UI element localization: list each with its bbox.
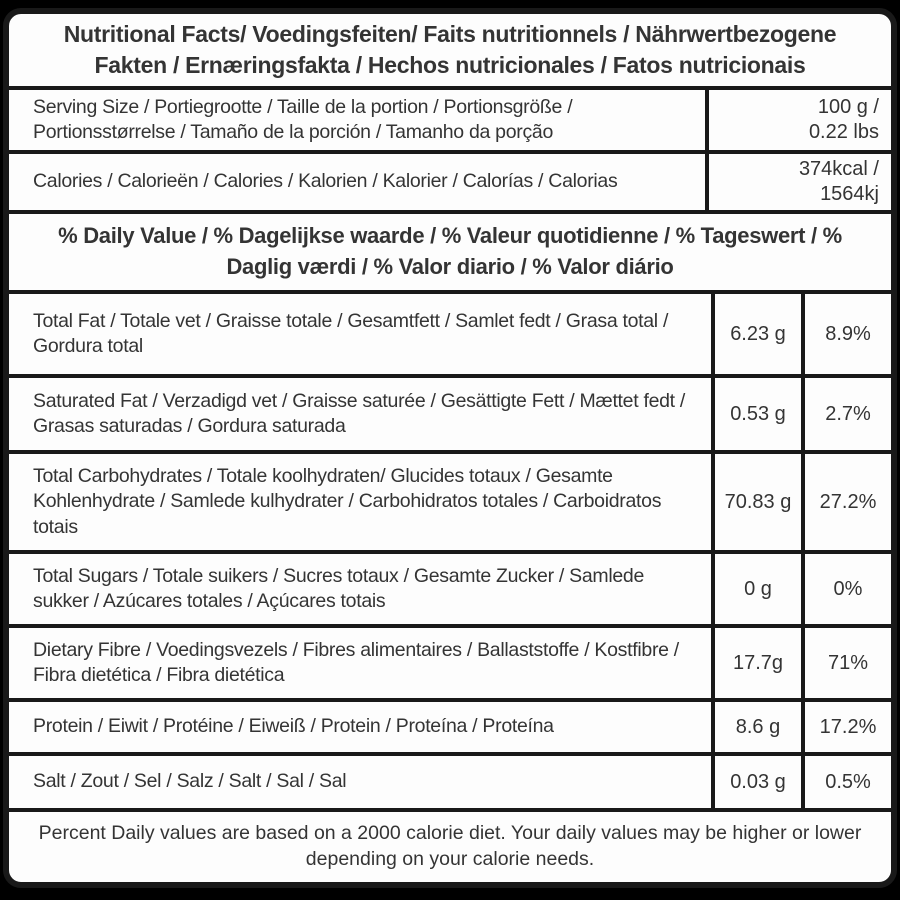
row-saturated-fat [9,374,891,450]
nutrient-label: Total Sugars / Totale suikers / Sucres totaux / Gesamte Zucker / Samlede sukker / Azúcares totales / Açúcares totais [33,564,644,612]
label-title: Nutritional Facts/ Voedingsfeiten/ Faits nutritionnels / Nährwertbezogene Fakten / Ernæringsfakta / Hechos nutricionales / Fatos nutricionais [63,20,837,78]
serving-size-value [705,90,891,150]
footer-disclaimer: Percent Daily values are based on a 2000 calorie diet. Your daily values may be higher or lower depending on your calorie needs. [38,822,862,871]
nutrient-daily-value: 0.5% [801,756,891,808]
nutrient-label: Dietary Fibre / Voedingsvezels / Fibres alimentaires / Ballaststoffe / Kostfibre / Fibra dietética / Fibra dietética [33,638,679,686]
nutrient-amount: 0.03 g [711,756,801,808]
serving-size-row [9,86,891,150]
nutrient-daily-value: 2.7% [801,378,891,450]
nutrient-amount: 17.7g [711,628,801,698]
calories-value [705,154,891,210]
row-protein [9,698,891,752]
nutrient-label: Protein / Eiwit / Protéine / Eiweiß / Protein / Proteína / Proteína [33,715,554,738]
daily-value-header-row [9,210,891,290]
serving-size-value-line1: 100 g / [817,96,879,118]
label-title-row [9,14,891,86]
nutrient-label: Salt / Zout / Sel / Salz / Salt / Sal / Sal [33,770,347,793]
nutrition-label [3,8,897,888]
nutrient-daily-value: 17.2% [801,702,891,752]
nutrient-label: Saturated Fat / Verzadigd vet / Graisse saturée / Gesättigte Fett / Mættet fedt / Grasas saturadas / Gordura saturada [33,389,686,437]
serving-size-label: Serving Size / Portiegrootte / Taille de la portion / Portionsgröße / Portionsstørrelse / Tamaño de la porción / Tamanho da porção [33,95,573,143]
nutrient-daily-value: 0% [801,554,891,624]
nutrient-daily-value: 27.2% [801,454,891,550]
nutrient-daily-value: 8.9% [801,294,891,374]
daily-value-header: % Daily Value / % Dagelijkse waarde / % Valeur quotidienne / % Tageswert / % Daglig værdi / % Valor diario / % Valor diário [58,223,842,279]
footer-disclaimer-row [9,808,891,878]
nutrient-label: Total Fat / Totale vet / Graisse totale / Gesamtfett / Samlet fedt / Grasa total / Gordura total [33,309,669,357]
nutrient-amount: 0 g [711,554,801,624]
calories-row [9,150,891,210]
row-total-carbohydrates [9,450,891,550]
row-total-fat [9,290,891,374]
nutrient-label: Total Carbohydrates / Totale koolhydraten/ Glucides totaux / Gesamte Kohlenhydrate / Samlede kulhydrater / Carbohidratos totales / Carboidratos totais [33,464,662,538]
nutrient-amount: 0.53 g [711,378,801,450]
row-total-sugars [9,550,891,624]
calories-value-line1: 374kcal / [798,158,879,180]
calories-value-line2: 1564kj [820,183,879,205]
row-dietary-fibre [9,624,891,698]
calories-label: Calories / Calorieën / Calories / Kalorien / Kalorier / Calorías / Calorias [33,170,618,193]
serving-size-value-line2: 0.22 lbs [808,121,879,143]
nutrient-amount: 8.6 g [711,702,801,752]
nutrient-daily-value: 71% [801,628,891,698]
row-salt [9,752,891,808]
nutrient-amount: 70.83 g [711,454,801,550]
nutrient-amount: 6.23 g [711,294,801,374]
